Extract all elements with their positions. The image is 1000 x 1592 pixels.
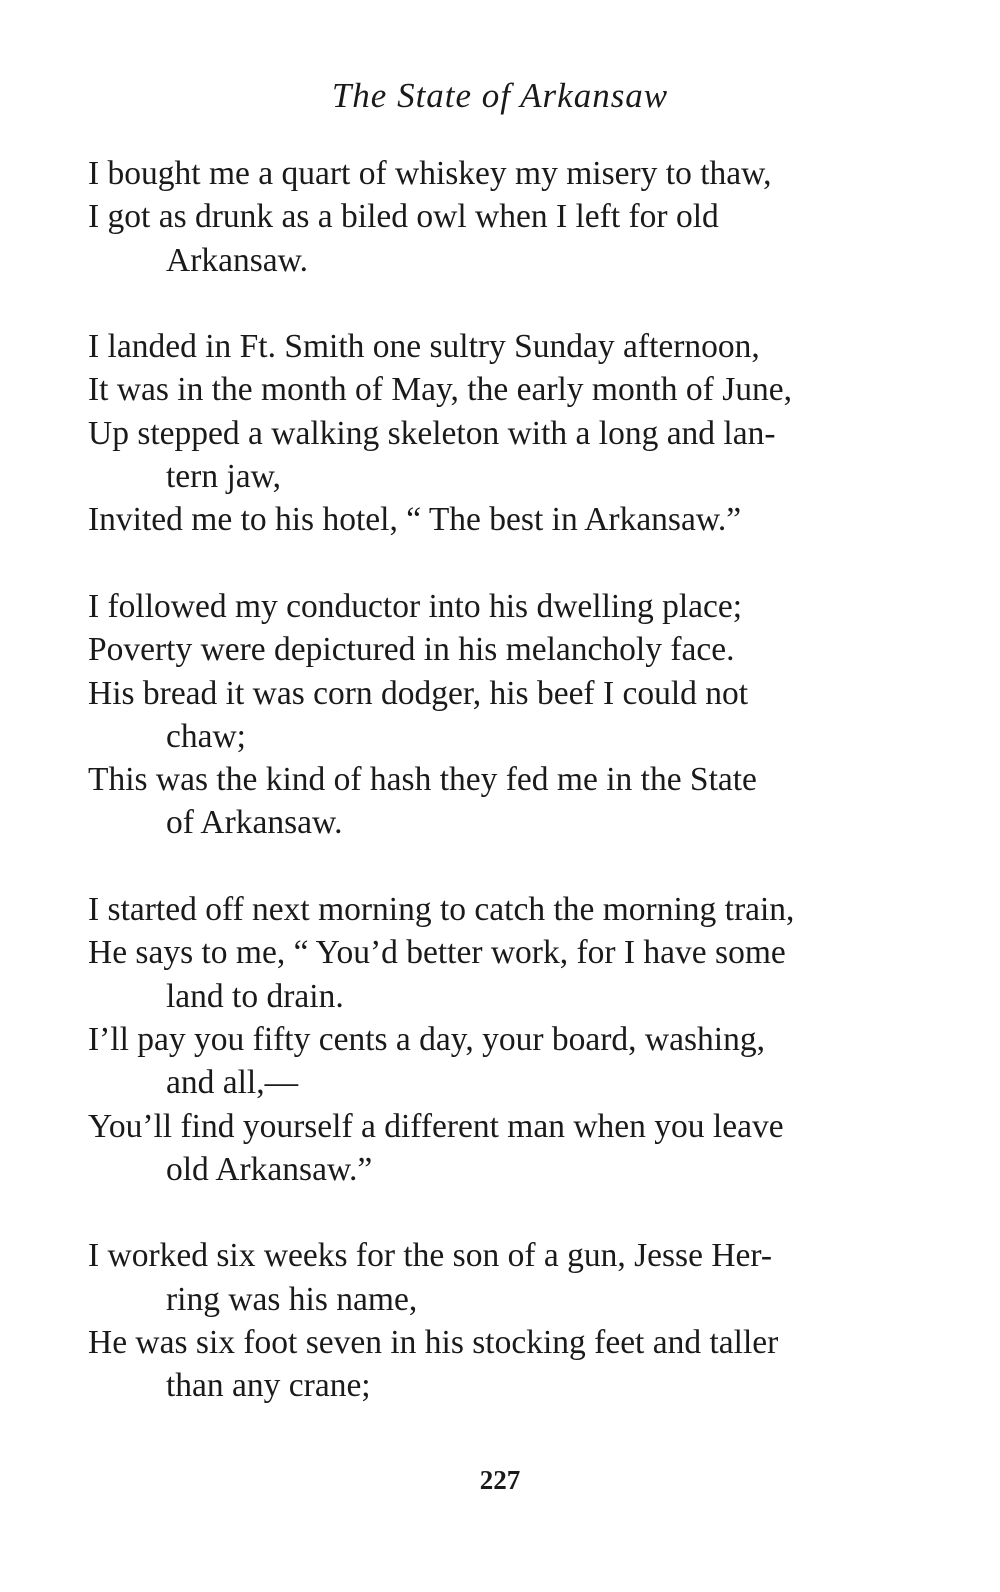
verse-line-continuation: and all,— — [166, 1064, 299, 1102]
page-number: 227 — [479, 1465, 521, 1495]
verse-line: He says to me, “ You’d better work, for I have some — [88, 934, 786, 972]
verse-line: I bought me a quart of whiskey my misery to thaw, — [88, 155, 772, 192]
verse-line: I started off next morning to catch the morning train, — [88, 891, 795, 929]
verse-line: This was the kind of hash they fed me in the State — [88, 761, 757, 799]
verse-line: Poverty were depictured in his melancholy face. — [88, 631, 735, 669]
verse-line-continuation: old Arkansaw.” — [166, 1150, 373, 1188]
stanza-5 — [88, 1234, 918, 1407]
verse-line-continuation: than any crane; — [166, 1367, 371, 1405]
verse-line-continuation: tern jaw, — [166, 458, 282, 496]
verse-line: I followed my conductor into his dwelling place; — [88, 587, 743, 625]
verse-line: Up stepped a walking skeleton with a long and lan- — [88, 414, 776, 452]
verse-line: It was in the month of May, the early month of June, — [88, 371, 792, 409]
verse-line: I landed in Ft. Smith one sultry Sunday afternoon, — [88, 328, 760, 366]
verse-line: I’ll pay you fifty cents a day, your board, washing, — [88, 1020, 765, 1058]
stanza-4 — [88, 888, 918, 1191]
stanza-1 — [88, 152, 918, 282]
stanza-3 — [88, 585, 918, 845]
verse-line-continuation: ring was his name, — [166, 1280, 418, 1318]
poem-text — [88, 152, 918, 1408]
stanza-2 — [88, 325, 918, 541]
running-head: The State of Arkansaw — [331, 76, 669, 115]
verse-line-continuation: of Arkansaw. — [166, 804, 343, 842]
verse-line: His bread it was corn dodger, his beef I could not — [88, 674, 749, 712]
verse-line: I worked six weeks for the son of a gun, Jesse Her- — [88, 1237, 773, 1275]
verse-line: Invited me to his hotel, “ The best in Arkansaw.” — [88, 501, 742, 539]
verse-line: He was six foot seven in his stocking feet and taller — [88, 1324, 779, 1362]
verse-line: You’ll find yourself a different man when you leave — [88, 1107, 784, 1145]
verse-line: I got as drunk as a biled owl when I left for old — [88, 198, 719, 236]
verse-line-continuation: Arkansaw. — [166, 241, 309, 279]
verse-line-continuation: chaw; — [166, 717, 246, 755]
verse-line-continuation: land to drain. — [166, 977, 344, 1015]
